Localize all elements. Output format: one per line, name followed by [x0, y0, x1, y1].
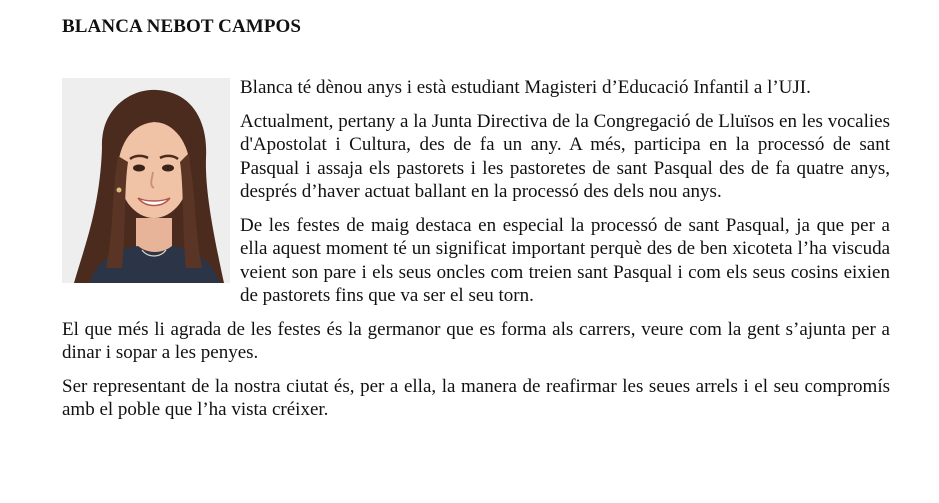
- document-page: [62, 14, 890, 432]
- biography-body: [62, 76, 890, 422]
- paragraph-favorite: El que més li agrada de les festes és la germanor que es forma als carrers, veure com la gent s’ajunta per a dinar i sopar a les penyes.: [62, 318, 890, 363]
- paragraph-involvement: Actualment, pertany a la Junta Directiva de la Congregació de Lluïsos en les vocalies d'Apostolat i Cultura, des de fa un any. A més, participa en la processó de sant Pasqual i assaja els pastorets i les pastoretes de sant Pasqual des de fa quatre anys, després d’haver actuat ballant en la processó des dels nou anys.: [240, 110, 890, 202]
- paragraph-representation: Ser representant de la nostra ciutat és, per a ella, la manera de reafirmar les seues arrels i el seu compromís amb el poble que l’ha vista créixer.: [62, 375, 890, 420]
- paragraph-festivities: De les festes de maig destaca en especial la processó de sant Pasqual, ja que per a ella aquest moment té un significat important perquè des de ben xicoteta l’ha viscuda veient son pare i els seus oncles com treien sant Pasqual i com els seus cosins eixien de pastorets fins que va ser el seu torn.: [240, 214, 890, 306]
- portrait-photo: [62, 78, 230, 283]
- paragraph-age-studies: Blanca té dènou anys i està estudiant Magisteri d’Educació Infantil a l’UJI.: [240, 77, 811, 98]
- person-name-heading: BLANCA NEBOT CAMPOS: [62, 16, 302, 37]
